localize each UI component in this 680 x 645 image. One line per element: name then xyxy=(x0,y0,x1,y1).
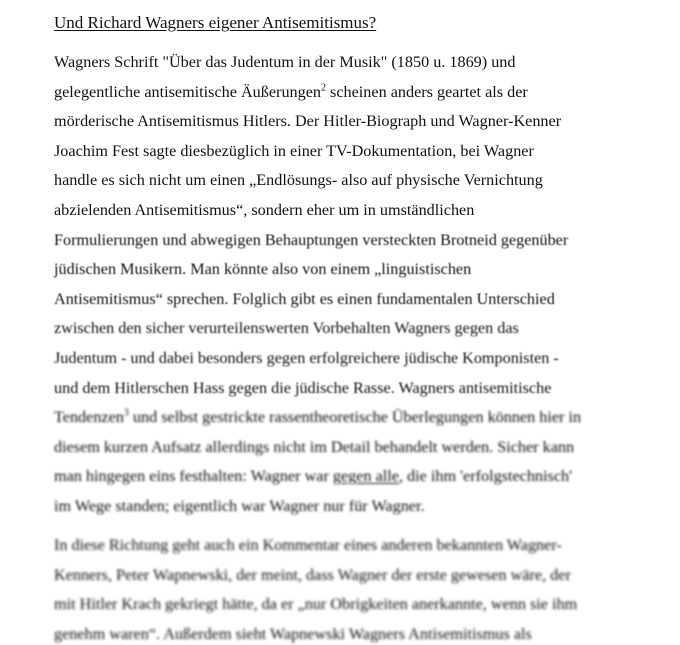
text-line-content: und selbst gestrickte rassentheoretische Überlegungen können hier in xyxy=(128,408,582,427)
text-line: Kenners, Peter Wapnewski, der meint, dass Wagner der erste gewesen wäre, der xyxy=(54,565,571,584)
text-line xyxy=(54,255,634,285)
text-line-content: und dem Hitlerschen Hass gegen die jüdische Rasse. Wagners antisemitische xyxy=(54,378,552,397)
text-line-content: Antisemitismus“ sprechen. Folglich gibt es einen fundamentalen Unterschied xyxy=(54,289,555,308)
text-line xyxy=(54,433,634,463)
text-line xyxy=(54,137,634,167)
body-paragraph xyxy=(54,531,634,645)
text-line-content: mörderische Antisemitismus Hitlers. Der Hitler-Biograph und Wagner-Kenner xyxy=(54,112,562,131)
text-line-content: abzielenden Antisemitismus“, sondern eher um in umständlichen xyxy=(54,200,475,219)
text-line-content: Judentum - und dabei besonders gegen erfolgreichere jüdische Komponisten - xyxy=(54,348,559,367)
text-line xyxy=(54,462,634,492)
text-line xyxy=(54,314,634,344)
text-line-content: diesem kurzen Aufsatz allerdings nicht im Detail behandelt werden. Sicher kann xyxy=(54,437,575,456)
text-line-content: jüdischen Musikern. Man könnte also von einem „linguistischen xyxy=(54,260,472,279)
text-line xyxy=(54,285,634,315)
text-line-content: zwischen den sicher verurteilenswerten Vorbehalten Wagners gegen das xyxy=(54,319,519,338)
text-line xyxy=(54,344,634,374)
text-line: mit Hitler Krach gekriegt hätte, da er „nur Obrigkeiten anerkannte, wenn sie ihm xyxy=(54,595,578,614)
body-paragraph xyxy=(54,48,634,522)
text-line-content: man hingegen eins festhalten: Wagner war xyxy=(54,467,333,486)
text-line-content: im Wege standen; eigentlich war Wagner nur für Wagner. xyxy=(54,496,425,515)
text-line xyxy=(54,374,634,404)
text-line: In diese Richtung geht auch ein Kommentar eines anderen bekannten Wagner- xyxy=(54,536,562,554)
text-line xyxy=(54,196,634,226)
footnote-marker[interactable]: 2 xyxy=(321,82,326,94)
text-line-content: scheinen anders geartet als der xyxy=(326,82,528,101)
text-line-content: Joachim Fest sagte diesbezüglich in einer TV-Dokumentation, bei Wagner xyxy=(54,141,534,160)
text-line xyxy=(54,107,634,137)
text-line-content: handle es sich nicht um einen „Endlösungs- also auf physische Vernichtung xyxy=(54,171,543,190)
footnote-marker[interactable]: 3 xyxy=(123,407,129,419)
text-line-content: gelegentliche antisemitische Äußerungen xyxy=(54,82,321,101)
section-heading: Und Richard Wagners eigener Antisemitismus? xyxy=(54,13,377,32)
text-line xyxy=(54,492,634,522)
text-line xyxy=(54,226,634,256)
text-line: genehm waren“. Außerdem sieht Wapnewski Wagners Antisemitismus als xyxy=(54,624,532,643)
text-line-content: Formulierungen und abwegigen Behauptungen versteckten Brotneid gegenüber xyxy=(54,230,569,249)
text-line xyxy=(54,403,634,433)
text-line-content: Tendenzen xyxy=(54,408,124,427)
text-line xyxy=(54,48,634,78)
text-line xyxy=(54,166,634,196)
text-line-content: Wagners Schrift "Über das Judentum in der Musik" (1850 u. 1869) und xyxy=(54,53,516,71)
underlined-phrase: gegen alle xyxy=(332,467,399,486)
text-line-content: , die ihm 'erfolgstechnisch' xyxy=(398,467,573,486)
text-line xyxy=(54,78,634,108)
